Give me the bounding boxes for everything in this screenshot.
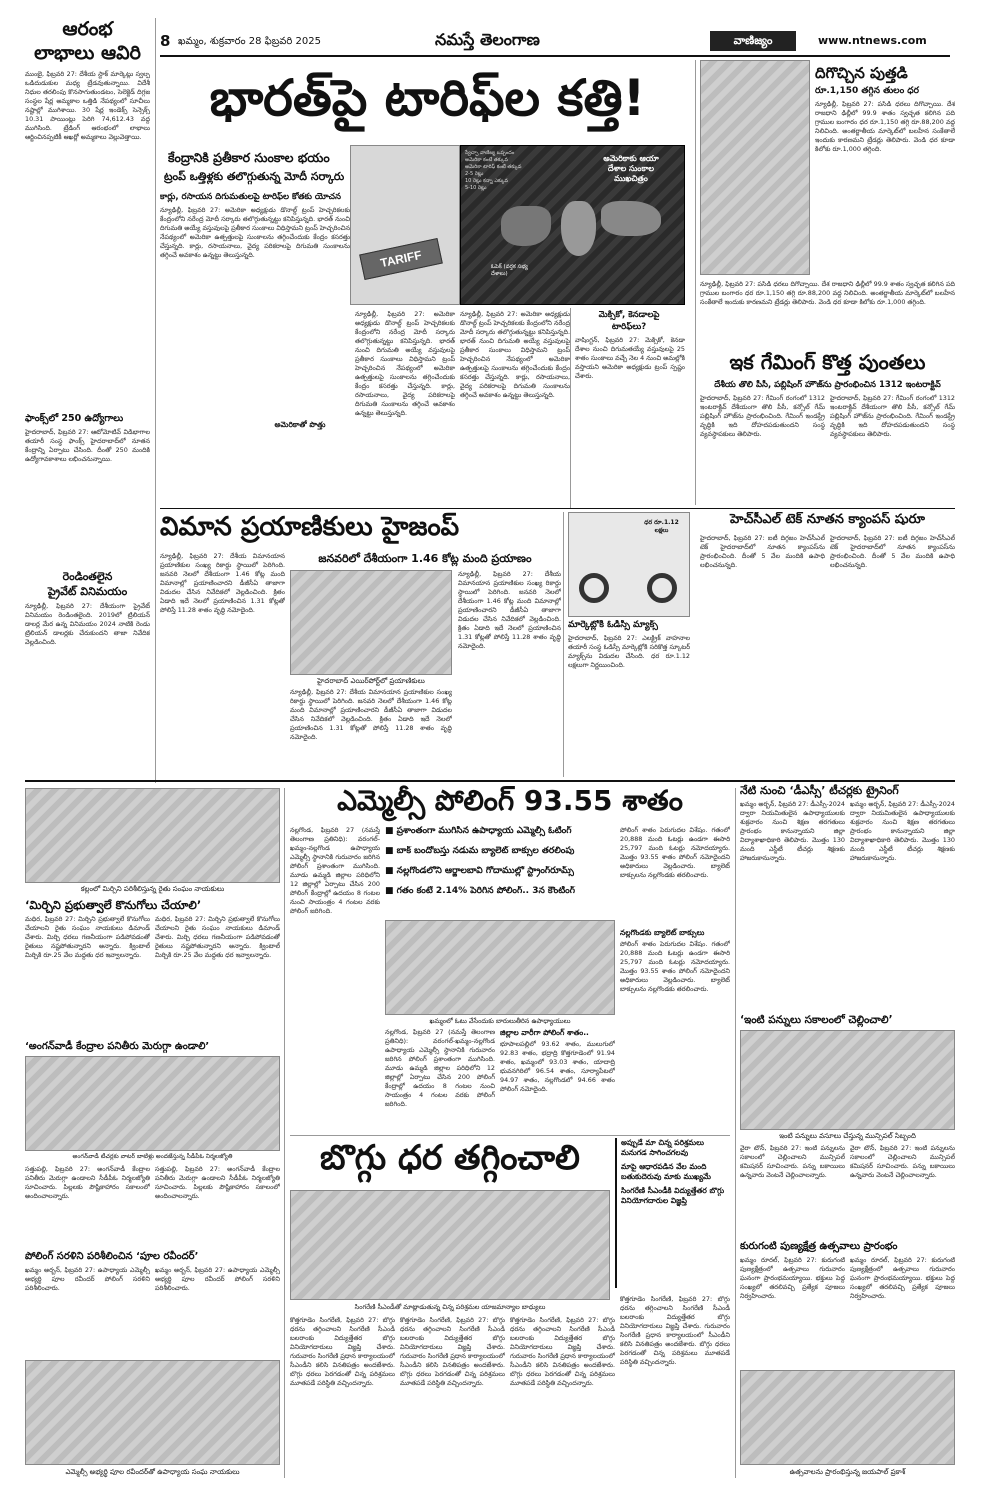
section-label: వాణిజ్యం xyxy=(710,31,796,51)
mlc-bullet-0: ■ ప్రశాంతంగా ముగిసిన ఉపాధ్యాయ ఎమ్మెల్సీ ఓటింగ్ xyxy=(385,826,572,836)
story3-headline-1: రెండింతలైన xyxy=(62,570,113,583)
column-rule xyxy=(155,18,156,783)
map-title-3: ముఖచిత్రం xyxy=(614,174,648,183)
mexico-rule xyxy=(570,308,571,508)
mlc-stats-head: జిల్లాల వారీగా పోలింగ్ శాతం.. xyxy=(500,1028,589,1037)
airport-photo-caption: హైదరాబాద్ ఎయిర్‌పోర్ట్‌లో ప్రయాణికులు xyxy=(317,677,425,685)
polling-headline: పోలింగ్ సరళిని పరిశీలించిన ‘పూల రవీందర్’ xyxy=(25,1251,199,1262)
mirchi-photo-caption: కల్లంలో మిర్చిని పరిశీలిస్తున్న రైతు సంఘం నాయకులు xyxy=(80,885,225,893)
lead-body-col3: న్యూఢిల్లీ, ఫిబ్రవరి 27: అమెరికా అధ్యక్షుడు డొనాల్డ్ ట్రంప్ హెచ్చరికలకు కేంద్రంలోని నరేంద్ర మోదీ సర్కారు తలొగ్గుతున్నట్టు కనిపిస్తున్నది. భారత్ నుంచి దిగుమతి అయ్యే వస్తువులపై ప్రతీకార సుంకాలు విధిస్తామని ట్రంప్ హెచ్చరించిన నేపథ్యంలో అమెరికా ఉత్పత్తులపై సుంకాలను తగ్గించేందుకు కేంద్రం కసరత్తు చేస్తున్నది. కార్లు, రసాయనాలు, వైద్య పరికరాలపై దిగుమతి సుంకాలను తగ్గించే అవకాశం ఉన్నట్టు తెలుస్తున్నది. xyxy=(460,310,570,399)
mlc-photo-caption: ఖమ్మంలో ఓటు వేసేందుకు బారులుతీరిన ఉపాధ్యాయులు xyxy=(429,1017,571,1025)
map-legend-3: 2-5 రెట్లు xyxy=(465,171,484,177)
airport-photo xyxy=(290,570,452,675)
map-title-1: అమెరికాకు ఆయా xyxy=(603,154,659,163)
gold-headline: దిగొచ్చిన పుత్తడి xyxy=(815,64,908,82)
aviation-body-col2: న్యూఢిల్లీ, ఫిబ్రవరి 27: దేశీయ విమానయాన ప్రయాణికుల సంఖ్య రికార్డు స్థాయిలో పెరిగింది. జనవరి నెలలో దేశీయంగా 1.46 కోట్ల మంది విమానాల్లో ప్రయాణించారని డీజీసీఏ తాజాగా విడుదల చేసిన నివేదికలో వెల్లడించింది. క్రితం ఏడాది ఇదే నెలలో ప్రయాణించిన 1.31 కోట్లతో పోలిస్తే 11.28 శాతం వృద్ధి నమోదైంది. xyxy=(290,688,452,741)
website[interactable]: www.ntnews.com xyxy=(818,34,927,47)
scooter-rear-wheel xyxy=(647,573,677,603)
mlc-bullet-text: గతం కంటే 2.14% పెరిగిన పోలింగ్.. 3న కౌంటింగ్ xyxy=(396,886,575,896)
anganwadi-headline: ‘అంగన్‌వాడీ కేంద్రాల పనితీరు మెరుగ్గా ఉండాలి’ xyxy=(25,1041,210,1052)
map-americas xyxy=(501,206,551,246)
mlc-subhead: నల్లగొండకు బ్యాలెట్ బాక్సులు xyxy=(620,928,705,937)
map-title-2: దేశాల సుంకాల xyxy=(607,164,655,173)
map-legend-2: అమెరికా టారిఫ్ కంటే తక్కువ xyxy=(465,164,522,170)
anganwadi-body-col2: సత్తుపల్లి, ఫిబ్రవరి 27: అంగన్‌వాడీ కేంద్రాల పనితీరు మెరుగ్గా ఉండాలని సీడీపీఓ నిర్మలజ్యోతి సూచించారు. పిల్లలకు పౌష్టికాహారం సకాలంలో అందించాలన్నారు. xyxy=(155,1165,280,1200)
mlc-bullet-3: ■ గతం కంటే 2.14% పెరిగిన పోలింగ్.. 3న కౌంటింగ్ xyxy=(385,886,575,896)
scooter-body: హైదరాబాద్, ఫిబ్రవరి 27: ఎలక్ట్రిక్ వాహనాల తయారీ సంస్థ ఓడిస్సీ మార్కెట్లోకి సరికొత్త స్కూటర్ మ్యాక్స్‌ను విడుదల చేసింది. ధర రూ.1.12 లక్షలుగా నిర్ణయించింది. xyxy=(568,634,690,669)
world-map-graphic xyxy=(460,145,685,305)
coal-bullets xyxy=(615,1138,730,1288)
tax-headline: ‘ఇంటి పన్నులు సకాలంలో చెల్లించాలి’ xyxy=(740,1014,893,1026)
gold-body: న్యూఢిల్లీ, ఫిబ్రవరి 27: పసిడి ధరలు దిగొచ్చాయి. దేశ రాజధాని ఢిల్లీలో 99.9 శాతం స్వచ్ఛత కలిగిన పది గ్రాముల బంగారం ధర రూ.1,150 తగ్గి రూ.88,200 వద్ద నిలిచింది. అంతర్జాతీయ మార్కెట్‌లో బలహీన సంకేతాలే ఇందుకు కారణమని ట్రేడర్లు తెలిపారు. వెండి ధర కూడా కిలోకు రూ.1,000 తగ్గింది. xyxy=(815,100,955,153)
gaming-subhead: దేశీయ తొలి పీసీ, పబ్లిషింగ్ హౌజ్‌ను ప్రారంభించిన 1312 ఇంటరాక్టివ్ xyxy=(714,380,941,390)
scooter-photo xyxy=(568,512,690,617)
story1-body: ముంబై, ఫిబ్రవరి 27: దేశీయ స్టాక్ మార్కెట్లు స్వల్ప ఒడిదుడుకుల మధ్య ట్రేడవుతున్నాయి. విదేశీ నిధుల తరలింపు కొనసాగుతుండటం, సెలెక్టెడ్ దిగ్గజ సంస్థల షేర్ల అమ్మకాల ఒత్తిడి నేపథ్యంలో సూచీలు నష్టాల్లో ముగిశాయి. 30 షేర్ల ఇండెక్స్ సెన్సెక్స్ 10.31 పాయింట్లు పెరిగి 74,612.43 వద్ద ముగిసింది. ట్రేడింగ్ ఆరంభంలో లాభాలు ఆర్జించినప్పటికీ ఆఖర్లో అమ్మకాలు వెల్లువెత్తాయి. xyxy=(25,70,150,141)
campus-body-col1: హైదరాబాద్, ఫిబ్రవరి 27: ఐటీ దిగ్గజం హెచ్‌సీఎల్ టెక్ హైదరాబాద్‌లో నూతన క్యాంపస్‌ను ప్రారంభించింది. దీంతో 5 వేల మందికి ఉపాధి లభించనున్నది. xyxy=(700,534,825,569)
aviation-subhead: జనవరిలో దేశీయంగా 1.46 కోట్ల మంది ప్రయాణం xyxy=(318,552,532,565)
column-rule xyxy=(563,512,564,777)
festival-photo-caption: ఉత్సవాలను ప్రారంభిస్తున్న జయపాల్ ప్రకాశ్ xyxy=(789,1468,906,1476)
mlc-bullet-text: నల్లగొండలోని ఆర్జాలబావి గోదాముల్లో స్ట్రాంగ్‌రూమ్స్ xyxy=(396,866,574,876)
sidebar-headline: అమెరికాతో పొత్తు xyxy=(274,420,326,429)
teachers-group-photo xyxy=(25,1360,280,1465)
price-tag: ధర రూ.1.12 లక్షలు xyxy=(644,519,679,534)
mlc-body-col1: నల్లగొండ, ఫిబ్రవరి 27 (నమస్తే తెలంగాణ ప్రతినిధి): వరంగల్-ఖమ్మం-నల్లగొండ ఉపాధ్యాయ ఎమ్మెల్సీ స్థానానికి గురువారం జరిగిన పోలింగ్ ప్రశాంతంగా ముగిసింది. మూడు ఉమ్మడి జిల్లాల పరిధిలోని 12 జిల్లాల్లో ఏర్పాటు చేసిన 200 పోలింగ్ కేంద్రాల్లో ఉదయం 8 గంటల నుంచి సాయంత్రం 4 గంటల వరకు పోలింగ్ జరిగింది. xyxy=(290,826,380,915)
trump-photo xyxy=(350,145,460,305)
paper-name: నమస్తే తెలంగాణ xyxy=(435,30,540,49)
tax-collection-photo xyxy=(740,1030,955,1130)
gold-subhead: రూ.1,150 తగ్గిన తులం ధర xyxy=(815,86,919,96)
coal-bullet-1: మాపై ఆధారపడిన వేల మంది బతుకుదెరువు మాకు ముఖ్యమే xyxy=(621,1162,711,1181)
coal-bullet-0: అప్పుడే మా చిన్న పరిశ్రమలు మనుగడ సాగించగలవు xyxy=(621,1138,704,1157)
festival-body-col2: ఖమ్మం రూరల్, ఫిబ్రవరి 27: కురుగంటి పుణ్యక్షేత్రంలో ఉత్సవాలు గురువారం ఘనంగా ప్రారంభమయ్యాయి. భక్తులు పెద్ద సంఖ్యలో తరలివచ్చి ప్రత్యేక పూజలు నిర్వహించారు. xyxy=(850,1256,955,1300)
coal-photo-caption: సింగరేణి సీఎండీతో మాట్లాడుతున్న చిన్న పరిశ్రమల యాజమాన్యాల బాధ్యులు xyxy=(354,1303,546,1311)
mlc-body-mid: నల్లగొండ, ఫిబ్రవరి 27 (నమస్తే తెలంగాణ ప్రతినిధి): వరంగల్-ఖమ్మం-నల్లగొండ ఉపాధ్యాయ ఎమ్మెల్సీ స్థానానికి గురువారం జరిగిన పోలింగ్ ప్రశాంతంగా ముగిసింది. మూడు ఉమ్మడి జిల్లాల పరిధిలోని 12 జిల్లాల్లో ఏర్పాటు చేసిన 200 పోలింగ్ కేంద్రాల్లో ఉదయం 8 గంటల నుంచి సాయంత్రం 4 గంటల వరకు పోలింగ్ జరిగింది. xyxy=(385,1028,495,1108)
mlc-bullet-1: ■ బాక్ బందోబస్తు నడుమ బ్యాలెట్ బాక్సుల తరలింపు xyxy=(385,846,575,856)
gaming-headline: ఇక గేమింగ్ కొత్త పుంతలు xyxy=(729,350,926,374)
coal-body-col4: కొత్తగూడెం సింగరేణి, ఫిబ్రవరి 27: బొగ్గు ధరను తగ్గించాలని సింగరేణి సీఎండీ బలరాంకు విద్యుత్తేతర బొగ్గు వినియోగదారులు విజ్ఞప్తి చేశారు. గురువారం సింగరేణి ప్రధాన కార్యాలయంలో సీఎండీని కలిసి వినతిపత్రం అందజేశారు. బొగ్గు ధరలు పెరగడంతో చిన్న పరిశ్రమలు మూతపడే పరిస్థితి వచ్చిందన్నారు. xyxy=(620,1295,730,1366)
page-number: 8 xyxy=(160,32,171,50)
lead-subhead-1: కేంద్రానికి ప్రతీకార సుంకాల భయం xyxy=(168,150,330,165)
lead-body: న్యూఢిల్లీ, ఫిబ్రవరి 27: అమెరికా అధ్యక్షుడు డొనాల్డ్ ట్రంప్ హెచ్చరికలకు కేంద్రంలోని నరేంద్ర మోదీ సర్కారు తలొగ్గుతున్నట్టు కనిపిస్తున్నది. భారత్ నుంచి దిగుమతి అయ్యే వస్తువులపై ప్రతీకార సుంకాలు విధిస్తామని ట్రంప్ హెచ్చరించిన నేపథ్యంలో అమెరికా ఉత్పత్తులపై సుంకాలను తగ్గించేందుకు కేంద్రం కసరత్తు చేస్తున్నది. కార్లు, రసాయనాలు, వైద్య పరికరాలపై దిగుమతి సుంకాలను తగ్గించే అవకాశం ఉన్నట్టు తెలుస్తున్నది. xyxy=(160,206,350,259)
mirchi-body-col1: మధిర, ఫిబ్రవరి 27: మిర్చిని ప్రభుత్వాలే కొనుగోలు చేయాలని రైతు సంఘం నాయకులు డిమాండ్ చేశారు. మిర్చి ధరలు గణనీయంగా పడిపోవడంతో రైతులు నష్టపోతున్నారని అన్నారు. క్వింటాల్ మిర్చికి రూ.25 వేల మద్దతు ధర ఇవ్వాలన్నారు. xyxy=(25,915,150,959)
dsc-headline: నేటి నుంచి ‘డీఎస్సీ’ టీచర్లకు ట్రైనింగ్ xyxy=(740,784,899,797)
column-rule xyxy=(695,60,696,505)
mirchi-headline: ‘మిర్చిని ప్రభుత్వాలే కొనుగోలు చేయాలి’ xyxy=(25,898,202,912)
coal-body-col1: కొత్తగూడెం సింగరేణి, ఫిబ్రవరి 27: బొగ్గు ధరను తగ్గించాలని సింగరేణి సీఎండీ బలరాంకు విద్యుత్తేతర బొగ్గు వినియోగదారులు విజ్ఞప్తి చేశారు. గురువారం సింగరేణి ప్రధాన కార్యాలయంలో సీఎండీని కలిసి వినతిపత్రం అందజేశారు. బొగ్గు ధరలు పెరగడంతో చిన్న పరిశ్రమలు మూతపడే పరిస్థితి వచ్చిందన్నారు. xyxy=(290,1316,395,1387)
scooter-headline: మార్కెట్లోకి ఓడిస్సీ మ్యాక్స్ xyxy=(568,620,658,630)
dsc-body-col1: ఖమ్మం అర్బన్, ఫిబ్రవరి 27: డీఎస్సీ-2024 ద్వారా నియమితులైన ఉపాధ్యాయులకు శుక్రవారం నుంచి శిక్షణ తరగతులు ప్రారంభం కానున్నాయని జిల్లా విద్యాశాఖాధికారి తెలిపారు. మొత్తం 130 మంది ఎస్జీటీ టీచర్లు శిక్షణకు హాజరుకానున్నారు. xyxy=(740,800,845,862)
polling-body-col2: ఖమ్మం అర్బన్, ఫిబ్రవరి 27: ఉపాధ్యాయ ఎమ్మెల్సీ అభ్యర్థి పూల రవీందర్ పోలింగ్ సరళిని పరిశీలించారు. xyxy=(155,1266,280,1292)
coal-meeting-photo xyxy=(290,1190,610,1300)
mlc-body-right: పోలింగ్ శాతం పెరుగుదల విశేషం. గతంలో 20,888 మంది ఓటర్లు ఉండగా ఈసారి 25,797 మంది ఓటర్లు నమోదయ్యారు. మొత్తం 93.55 శాతం పోలింగ్ నమోదైందని అధికారులు వెల్లడించారు. బ్యాలెట్ బాక్సులను నల్లగొండకు తరలించారు. xyxy=(620,826,730,879)
story2-headline: ఫాంక్స్‌లో 250 ఉద్యోగాలు xyxy=(25,413,124,424)
campus-body-col2: హైదరాబాద్, ఫిబ్రవరి 27: ఐటీ దిగ్గజం హెచ్‌సీఎల్ టెక్ హైదరాబాద్‌లో నూతన క్యాంపస్‌ను ప్రారంభించింది. దీంతో 5 వేల మందికి ఉపాధి లభించనున్నది. xyxy=(830,534,955,569)
mirchi-body-col2: మధిర, ఫిబ్రవరి 27: మిర్చిని ప్రభుత్వాలే కొనుగోలు చేయాలని రైతు సంఘం నాయకులు డిమాండ్ చేశారు. మిర్చి ధరలు గణనీయంగా పడిపోవడంతో రైతులు నష్టపోతున్నారని అన్నారు. క్వింటాల్ మిర్చికి రూ.25 వేల మద్దతు ధర ఇవ్వాలన్నారు. xyxy=(155,915,280,959)
story2-body: హైదరాబాద్, ఫిబ్రవరి 27: ఆటోమోటివ్ విడిభాగాల తయారీ సంస్థ ఫాంక్స్ హైదరాబాద్‌లో నూతన కేంద్రాన్ని ఏర్పాటు చేసింది. దీంతో 250 మందికి ఉద్యోగావకాశాలు లభించనున్నాయి. xyxy=(25,428,150,463)
lead-headline: భారత్‌పై టారిఫ్‌ల కత్తి! xyxy=(209,69,646,127)
mlc-voting-photo xyxy=(385,920,615,1015)
story1-headline-2: లాభాలు ఆవిరి xyxy=(34,42,141,64)
coal-rule xyxy=(290,1135,730,1136)
mexico-headline-1: మెక్సికో, కెనడాలపై xyxy=(598,310,660,320)
tax-photo-caption: ఇంటి పన్నులు వసూలు చేస్తున్న మున్సిపల్ సిబ్బంది xyxy=(779,1132,916,1140)
story3-body: న్యూఢిల్లీ, ఫిబ్రవరి 27: దేశీయంగా ప్రైవేట్ వినిమయం రెండింతలైంది. 2019లో ట్రిలియన్ డాలర్ల మేర ఉన్న వినిమయం 2024 నాటికి రెండు ట్రిలియన్ డాలర్లకు చేరుకుందని తాజా నివేదిక వెల్లడించింది. xyxy=(25,602,150,646)
map-legend-4: 10 రెట్లు కన్నా ఎక్కువ xyxy=(465,178,509,184)
mexico-body: వాషింగ్టన్, ఫిబ్రవరి 27: మెక్సికో, కెనడా దేశాల నుంచి దిగుమతయ్యే వస్తువులపై 25 శాతం సుంకాలు వచ్చే నెల 4 నుంచి అమల్లోకి వస్తాయని అమెరికా అధ్యక్షుడు ట్రంప్ స్పష్టం చేశారు. xyxy=(575,336,685,380)
map-legend-0: స్వేచ్ఛా వాణిజ్య ఒప్పందం xyxy=(465,150,515,156)
coal-body-col3: కొత్తగూడెం సింగరేణి, ఫిబ్రవరి 27: బొగ్గు ధరను తగ్గించాలని సింగరేణి సీఎండీ బలరాంకు విద్యుత్తేతర బొగ్గు వినియోగదారులు విజ్ఞప్తి చేశారు. గురువారం సింగరేణి ప్రధాన కార్యాలయంలో సీఎండీని కలిసి వినతిపత్రం అందజేశారు. బొగ్గు ధరలు పెరగడంతో చిన్న పరిశ్రమలు మూతపడే పరిస్థితి వచ్చిందన్నారు. xyxy=(510,1316,615,1387)
tax-body-col2: వైరా టౌన్, ఫిబ్రవరి 27: ఇంటి పన్నులను సకాలంలో చెల్లించాలని మున్సిపల్ కమిషనర్ సూచించారు. పన్ను బకాయిలు ఉన్నవారు వెంటనే చెల్లించాలన్నారు. xyxy=(850,1144,955,1179)
map-africa-europe xyxy=(561,201,596,256)
lead-body-col2: న్యూఢిల్లీ, ఫిబ్రవరి 27: అమెరికా అధ్యక్షుడు డొనాల్డ్ ట్రంప్ హెచ్చరికలకు కేంద్రంలోని నరేంద్ర మోదీ సర్కారు తలొగ్గుతున్నట్టు కనిపిస్తున్నది. భారత్ నుంచి దిగుమతి అయ్యే వస్తువులపై ప్రతీకార సుంకాలు విధిస్తామని ట్రంప్ హెచ్చరించిన నేపథ్యంలో అమెరికా ఉత్పత్తులపై సుంకాలను తగ్గించేందుకు కేంద్రం కసరత్తు చేస్తున్నది. కార్లు, రసాయనాలు, వైద్య పరికరాలపై దిగుమతి సుంకాలను తగ్గించే అవకాశం ఉన్నట్టు తెలుస్తున్నది. xyxy=(355,310,455,417)
festival-photo xyxy=(740,1370,955,1465)
aviation-body-col3: న్యూఢిల్లీ, ఫిబ్రవరి 27: దేశీయ విమానయాన ప్రయాణికుల సంఖ్య రికార్డు స్థాయిలో పెరిగింది. జనవరి నెలలో దేశీయంగా 1.46 కోట్ల మంది విమానాల్లో ప్రయాణించారని డీజీసీఏ తాజాగా విడుదల చేసిన నివేదికలో వెల్లడించింది. క్రితం ఏడాది ఇదే నెలలో ప్రయాణించిన 1.31 కోట్లతో పోలిస్తే 11.28 శాతం వృద్ధి నమోదైంది. xyxy=(458,570,561,650)
scooter-front-wheel xyxy=(579,573,609,603)
tax-body-col1: వైరా టౌన్, ఫిబ్రవరి 27: ఇంటి పన్నులను సకాలంలో చెల్లించాలని మున్సిపల్ కమిషనర్ సూచించారు. పన్ను బకాయిలు ఉన్నవారు వెంటనే చెల్లించాలన్నారు. xyxy=(740,1144,845,1179)
aviation-headline: విమాన ప్రయాణికులు హైజంప్ xyxy=(160,512,460,542)
map-asia xyxy=(601,201,661,236)
coal-bullet-2: సింగరేణి సీఎండీకి విద్యుత్తేతర బొగ్గు వినియోగదారుల విజ్ఞప్తి xyxy=(621,1186,725,1205)
lead-subhead-2: ట్రంప్ ఒత్తిళ్లకు తలొగ్గుతున్న మోదీ సర్కారు xyxy=(164,170,345,183)
gold-body-cont: న్యూఢిల్లీ, ఫిబ్రవరి 27: పసిడి ధరలు దిగొచ్చాయి. దేశ రాజధాని ఢిల్లీలో 99.9 శాతం స్వచ్ఛత కలిగిన పది గ్రాముల బంగారం ధర రూ.1,150 తగ్గి రూ.88,200 వద్ద నిలిచింది. అంతర్జాతీయ మార్కెట్‌లో బలహీన సంకేతాలే ఇందుకు కారణమని ట్రేడర్లు తెలిపారు. వెండి ధర కూడా కిలోకు రూ.1,000 తగ్గింది. xyxy=(700,280,955,306)
date-line: ఖమ్మం, శుక్రవారం 28 ఫిబ్రవరి 2025 xyxy=(178,36,321,47)
map-note: ఓపెక్ (వర్తక సభ్య దేశాలు) xyxy=(491,264,528,277)
polling-body-col1: ఖమ్మం అర్బన్, ఫిబ్రవరి 27: ఉపాధ్యాయ ఎమ్మెల్సీ అభ్యర్థి పూల రవీందర్ పోలింగ్ సరళిని పరిశీలించారు. xyxy=(25,1266,150,1292)
map-legend-1: అమెరికా కంటే తక్కువ xyxy=(465,157,508,163)
header-rule xyxy=(160,55,950,57)
campus-headline: హెచ్‌సీఎల్ టెక్ నూతన క్యాంపస్ షురూ xyxy=(730,512,925,527)
story3-headline-2: ప్రైవేట్ వినిమయం xyxy=(47,585,128,598)
mexico-headline-2: టారిఫ్‌లు? xyxy=(611,322,647,332)
mlc-body-right-2: పోలింగ్ శాతం పెరుగుదల విశేషం. గతంలో 20,888 మంది ఓటర్లు ఉండగా ఈసారి 25,797 మంది ఓటర్లు నమోదయ్యారు. మొత్తం 93.55 శాతం పోలింగ్ నమోదైందని అధికారులు వెల్లడించారు. బ్యాలెట్ బాక్సులను నల్లగొండకు తరలించారు. xyxy=(620,940,730,993)
mlc-bullet-text: బాక్ బందోబస్తు నడుమ బ్యాలెట్ బాక్సుల తరలింపు xyxy=(396,846,575,856)
dsc-body-col2: ఖమ్మం అర్బన్, ఫిబ్రవరి 27: డీఎస్సీ-2024 ద్వారా నియమితులైన ఉపాధ్యాయులకు శుక్రవారం నుంచి శిక్షణ తరగతులు ప్రారంభం కానున్నాయని జిల్లా విద్యాశాఖాధికారి తెలిపారు. మొత్తం 130 మంది ఎస్జీటీ టీచర్లు శిక్షణకు హాజరుకానున్నారు. xyxy=(850,800,955,862)
mlc-stats-body: భూపాలపల్లిలో 93.62 శాతం, ములుగులో 92.83 శాతం, భద్రాద్రి కొత్తగూడెంలో 91.94 శాతం, ఖమ్మంలో 93.03 శాతం, యాదాద్రి భువనగిరిలో 96.54 శాతం, సూర్యాపేటలో 94.97 శాతం, నల్లగొండలో 94.66 శాతం పోలింగ్ నమోదైంది. xyxy=(500,1040,615,1093)
festival-body-col1: ఖమ్మం రూరల్, ఫిబ్రవరి 27: కురుగంటి పుణ్యక్షేత్రంలో ఉత్సవాలు గురువారం ఘనంగా ప్రారంభమయ్యాయి. భక్తులు పెద్ద సంఖ్యలో తరలివచ్చి ప్రత్యేక పూజలు నిర్వహించారు. xyxy=(740,1256,845,1300)
mlc-bullet-text: ప్రశాంతంగా ముగిసిన ఉపాధ్యాయ ఎమ్మెల్సీ ఓటింగ్ xyxy=(396,826,572,836)
anganwadi-photo xyxy=(25,1056,280,1151)
gaming-body-col1: హైదరాబాద్, ఫిబ్రవరి 27: గేమింగ్ రంగంలో 1312 ఇంటరాక్టివ్ దేశీయంగా తొలి పీసీ, కన్సోల్ గేమ్ పబ్లిషింగ్ హౌజ్‌ను ప్రారంభించింది. గేమింగ్ ఇండస్ట్రీ వృద్ధికి ఇది దోహదపడుతుందని సంస్థ వ్యవస్థాపకులు తెలిపారు. xyxy=(700,394,825,438)
district-divider xyxy=(25,780,955,782)
mirchi-farm-photo xyxy=(25,788,280,883)
teachers-photo-caption: ఎమ్మెల్సీ అభ్యర్థి పూల రవీందర్‌తో ఉపాధ్యాయ సంఘ నాయకులు xyxy=(65,1468,240,1476)
anganwadi-body-col1: సత్తుపల్లి, ఫిబ్రవరి 27: అంగన్‌వాడీ కేంద్రాల పనితీరు మెరుగ్గా ఉండాలని సీడీపీఓ నిర్మలజ్యోతి సూచించారు. పిల్లలకు పౌష్టికాహారం సకాలంలో అందించాలన్నారు. xyxy=(25,1165,150,1200)
mlc-bullets xyxy=(385,826,615,921)
lead-kicker: కార్లు, రసాయన దిగుమతులపై టారిఫ్‌ల కోతకు యోచన xyxy=(160,192,341,202)
gaming-body-col2: హైదరాబాద్, ఫిబ్రవరి 27: గేమింగ్ రంగంలో 1312 ఇంటరాక్టివ్ దేశీయంగా తొలి పీసీ, కన్సోల్ గేమ్ పబ్లిషింగ్ హౌజ్‌ను ప్రారంభించింది. గేమింగ్ ఇండస్ట్రీ వృద్ధికి ఇది దోహదపడుతుందని సంస్థ వ్యవస్థాపకులు తెలిపారు. xyxy=(830,394,955,438)
section-rule xyxy=(160,508,955,509)
coal-body-col2: కొత్తగూడెం సింగరేణి, ఫిబ్రవరి 27: బొగ్గు ధరను తగ్గించాలని సింగరేణి సీఎండీ బలరాంకు విద్యుత్తేతర బొగ్గు వినియోగదారులు విజ్ఞప్తి చేశారు. గురువారం సింగరేణి ప్రధాన కార్యాలయంలో సీఎండీని కలిసి వినతిపత్రం అందజేశారు. బొగ్గు ధరలు పెరగడంతో చిన్న పరిశ్రమలు మూతపడే పరిస్థితి వచ్చిందన్నారు. xyxy=(400,1316,505,1387)
mlc-headline: ఎమ్మెల్సీ పోలింగ్ 93.55 శాతం xyxy=(337,784,683,817)
tariff-sign-text: TARIFF xyxy=(379,247,423,271)
gold-jewellery-photo xyxy=(700,60,810,275)
mlc-bullet-2: ■ నల్లగొండలోని ఆర్జాలబావి గోదాముల్లో స్ట్రాంగ్‌రూమ్స్ xyxy=(385,866,574,876)
story1-headline-1: ఆరంభ xyxy=(62,18,113,40)
anganwadi-photo-caption: అంగన్‌వాడీ టీచర్లకు వాటర్ బాటిళ్లు అందజేస్తున్న సీడీపీఓ నిర్మలజ్యోతి xyxy=(72,1153,233,1160)
aviation-body-col1: న్యూఢిల్లీ, ఫిబ్రవరి 27: దేశీయ విమానయాన ప్రయాణికుల సంఖ్య రికార్డు స్థాయిలో పెరిగింది. జనవరి నెలలో దేశీయంగా 1.46 కోట్ల మంది విమానాల్లో ప్రయాణించారని డీజీసీఏ తాజాగా విడుదల చేసిన నివేదికలో వెల్లడించింది. క్రితం ఏడాది ఇదే నెలలో ప్రయాణించిన 1.31 కోట్లతో పోలిస్తే 11.28 శాతం వృద్ధి నమోదైంది. xyxy=(160,552,285,614)
festival-headline: కురుగంటి పుణ్యక్షేత్ర ఉత్సవాలు ప్రారంభం xyxy=(740,1241,898,1252)
column-rule xyxy=(735,788,736,1478)
column-rule xyxy=(284,788,285,1478)
coal-headline: బొగ్గు ధర తగ్గించాలి xyxy=(320,1138,580,1178)
map-legend-5: 5-10 రెట్లు xyxy=(465,185,487,191)
